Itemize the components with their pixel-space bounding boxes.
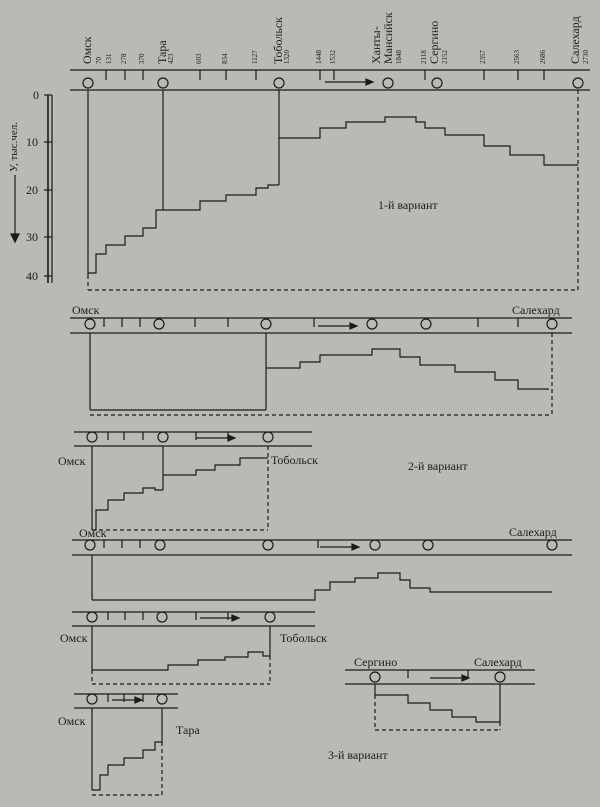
d3d-omsk-label: Омск bbox=[58, 714, 86, 728]
station-label-khanty-mansiysk: Ханты-Мансийск bbox=[369, 12, 395, 64]
station-label-omsk: Омск bbox=[80, 36, 94, 64]
km-1532: 1532 bbox=[329, 50, 337, 64]
km-1320: 1320 bbox=[283, 50, 291, 64]
km-70: 70 bbox=[95, 57, 103, 64]
km-2686: 2686 bbox=[539, 50, 547, 64]
km-603: 603 bbox=[195, 53, 203, 64]
variant-1-label: 1-й вариант bbox=[378, 198, 438, 212]
diagram-3b bbox=[72, 612, 315, 684]
d3a-omsk-label: Омск bbox=[79, 526, 107, 540]
diagram-3d bbox=[74, 694, 178, 795]
y-tick-30: 30 bbox=[26, 230, 38, 244]
diagram-3a bbox=[72, 540, 572, 600]
km-370: 370 bbox=[138, 53, 146, 64]
d3d-tara-label: Тара bbox=[176, 723, 200, 737]
diagram-3c bbox=[345, 670, 535, 730]
d2b-tobolsk-label: Тобольск bbox=[271, 453, 318, 467]
km-1448: 1448 bbox=[315, 50, 323, 64]
station-label-salekhard: Салехард bbox=[568, 16, 582, 64]
km-834: 834 bbox=[221, 53, 229, 64]
station-label-tara: Тара bbox=[155, 40, 169, 64]
variant-3-label: 3-й вариант bbox=[328, 748, 388, 762]
station-label-sergino: Сергино bbox=[427, 20, 441, 64]
y-tick-40: 40 bbox=[26, 269, 38, 283]
d2b-omsk-label: Омск bbox=[58, 454, 86, 468]
diagram-2b bbox=[74, 432, 312, 530]
km-1127: 1127 bbox=[251, 50, 259, 64]
km-278: 278 bbox=[120, 53, 128, 64]
y-axis-label: У, тыс.чел. bbox=[8, 122, 20, 172]
station-label-tobolsk: Тобольск bbox=[271, 17, 285, 64]
d3a-salekhard-label: Салехард bbox=[509, 525, 557, 539]
km-2563: 2563 bbox=[513, 50, 521, 64]
km-423: 423 bbox=[167, 53, 175, 64]
y-tick-10: 10 bbox=[26, 135, 38, 149]
d3b-tobolsk-label: Тобольск bbox=[280, 631, 327, 645]
diagram-2a bbox=[70, 318, 572, 415]
d3c-salekhard-label: Салехард bbox=[474, 655, 522, 669]
diagram-1-main bbox=[8, 70, 590, 290]
y-tick-20: 20 bbox=[26, 183, 38, 197]
d2a-salekhard-label: Салехард bbox=[512, 303, 560, 317]
d2a-omsk-label: Омск bbox=[72, 303, 100, 317]
d3b-omsk-label: Омск bbox=[60, 631, 88, 645]
y-tick-0: 0 bbox=[33, 88, 39, 102]
km-2118: 2118 bbox=[420, 50, 428, 64]
km-131: 131 bbox=[105, 53, 113, 64]
km-2730: 2730 bbox=[582, 50, 590, 64]
km-2152: 2152 bbox=[441, 50, 449, 64]
km-2357: 2357 bbox=[479, 50, 487, 64]
variant-2-label: 2-й вариант bbox=[408, 459, 468, 473]
km-1848: 1848 bbox=[395, 50, 403, 64]
d3c-sergino-label: Сергино bbox=[354, 655, 398, 669]
